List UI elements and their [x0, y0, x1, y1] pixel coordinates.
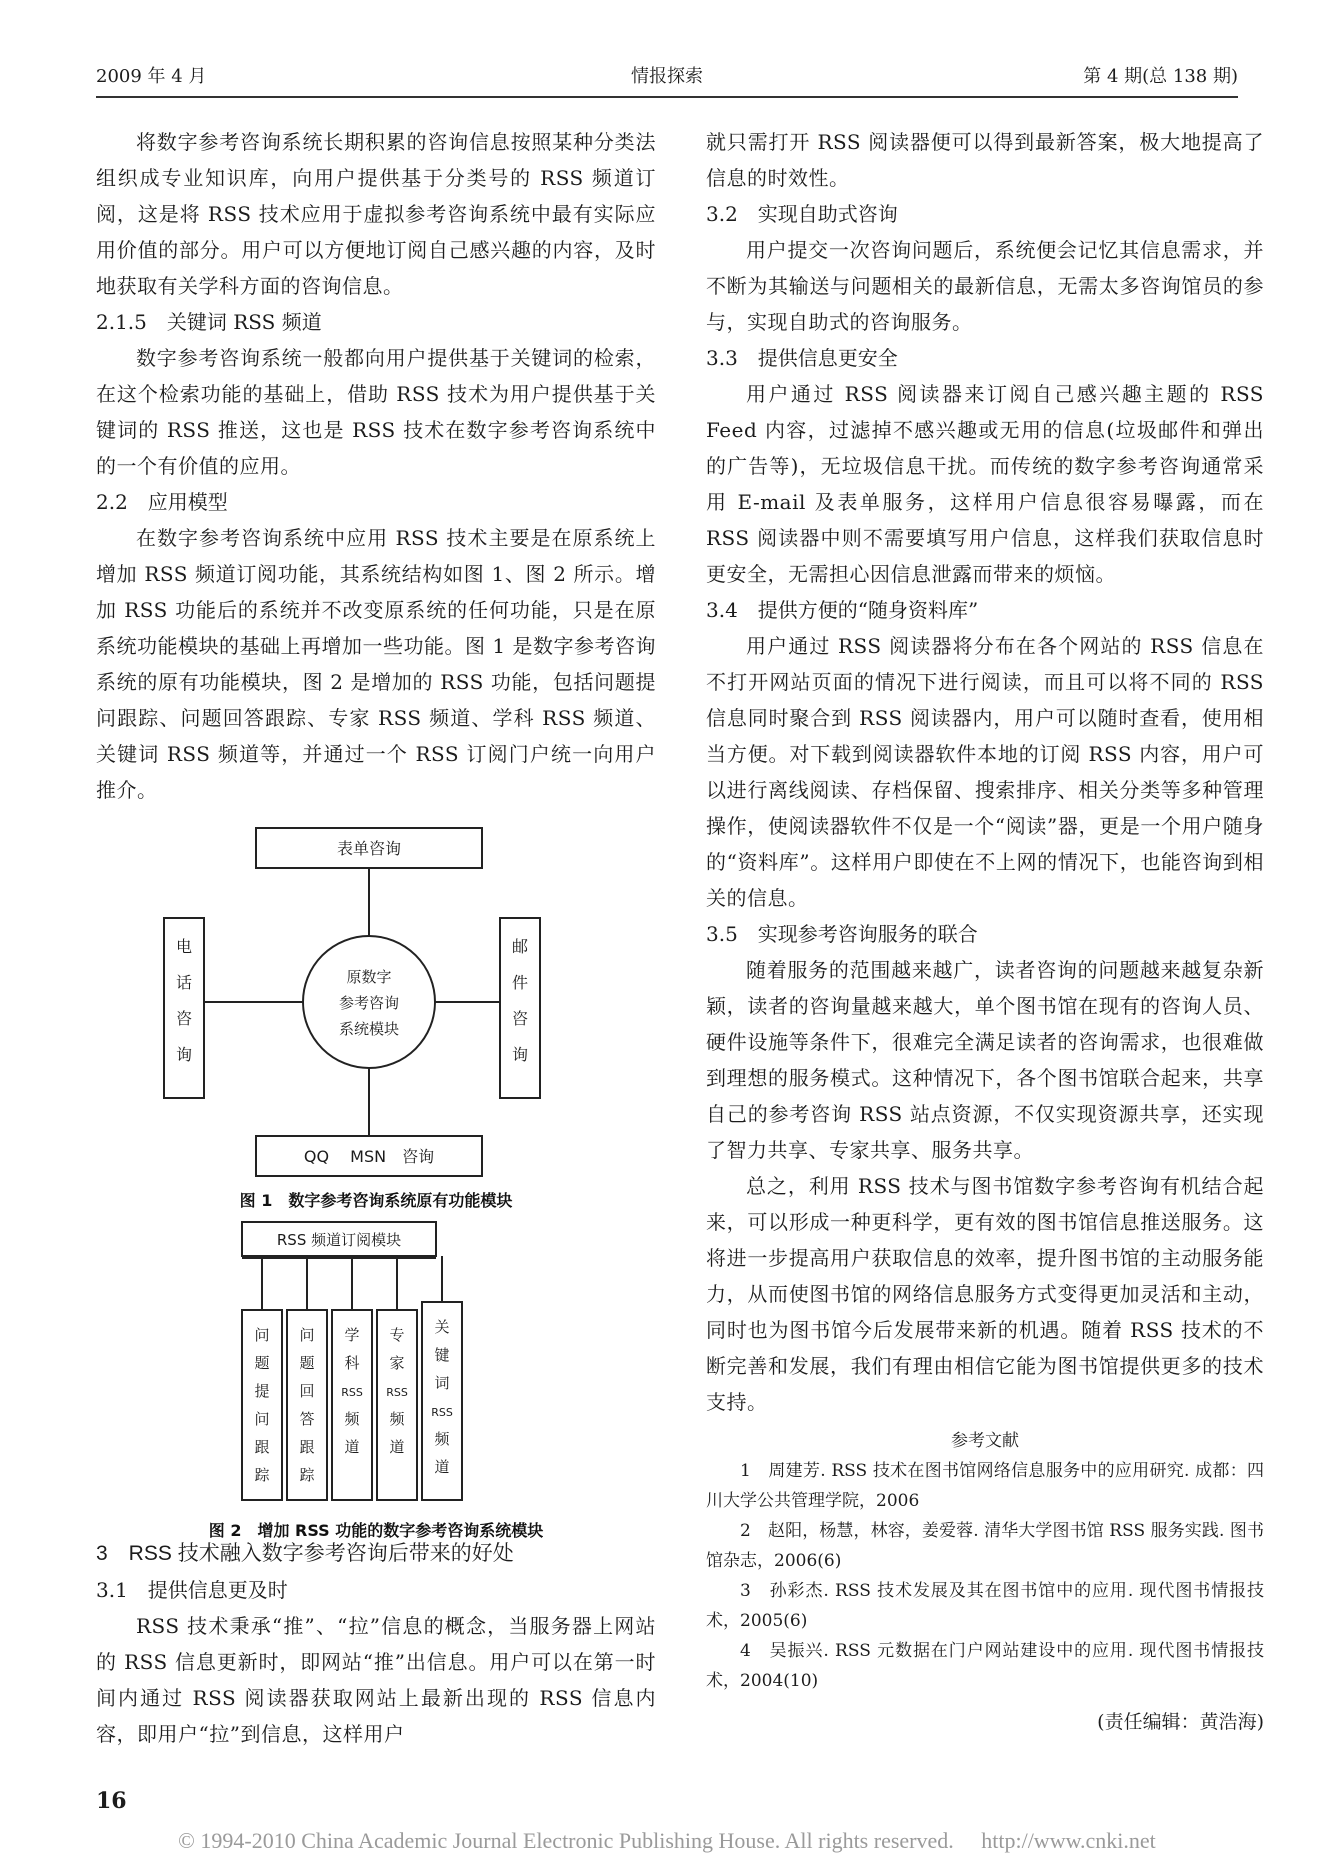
- figure-1-caption: 图 1 数字参考咨询系统原有功能模块: [239, 1191, 513, 1210]
- section-heading: 2.2 应用模型: [96, 490, 228, 514]
- section-heading: 3 RSS 技术融入数字参考咨询后带来的好处: [96, 1542, 514, 1565]
- fig1-right-label: 件: [511, 973, 529, 992]
- fig2-box-label: 家: [389, 1354, 405, 1372]
- fig1-left-label: 询: [175, 1045, 193, 1064]
- fig2-box-label: 专: [389, 1326, 405, 1344]
- fig1-center-label: 系统模块: [338, 1020, 400, 1038]
- fig2-box-label: RSS: [431, 1406, 453, 1419]
- fig2-box-label: 跟: [299, 1438, 315, 1456]
- copyright-footer: © 1994-2010 China Academic Journal Electronic Publishing House. All rights reserved. http://www.cnki.net: [178, 1828, 1156, 1853]
- fig2-box-label: 学: [344, 1326, 360, 1344]
- header-journal: 情报探索: [631, 66, 703, 87]
- section-heading: 3.2 实现自助式咨询: [706, 202, 898, 226]
- fig1-right-label: 询: [511, 1045, 529, 1064]
- left-column: [96, 124, 656, 1752]
- fig2-box-label: 道: [344, 1438, 360, 1456]
- paragraph: 将数字参考咨询系统长期积累的咨询信息按照某种分类法组织成专业知识库，向用户提供基于分类号的 RSS 频道订阅，这是将 RSS 技术应用于虚拟参考咨询系统中最有实际应用价值的部分。用户可以方便地订阅自己感兴趣的内容，及时地获取有关学科方面的咨询信息。: [96, 130, 656, 298]
- paragraph: 随着服务的范围越来越广，读者咨询的问题越来越复杂新颖，读者的咨询量越来越大，单个图书馆在现有的咨询人员、硬件设施等条件下，很难完全满足读者的咨询需求，也很难做到理想的服务模式。这种情况下，各个图书馆联合起来，共享自己的参考咨询 RSS 站点资源，不仅实现资源共享，还实现了智力共享、专家共享、服务共享。: [706, 958, 1264, 1162]
- header-date: 2009 年 4 月: [96, 66, 207, 87]
- page-number: 16: [96, 1788, 127, 1814]
- fig1-left-label: 咨: [175, 1009, 193, 1028]
- paragraph: 用户提交一次咨询问题后，系统便会记忆其信息需求，并不断为其输送与问题相关的最新信息，无需太多咨询馆员的参与，实现自助式的咨询服务。: [706, 238, 1264, 334]
- header-issue: 第 4 期(总 138 期): [1083, 66, 1238, 87]
- section-heading: 3.5 实现参考咨询服务的联合: [706, 922, 978, 946]
- paragraph: RSS 技术秉承“推”、“拉”信息的概念，当服务器上网站的 RSS 信息更新时，即网站“推”出信息。用户可以在第一时间内通过 RSS 阅读器获取网站上最新出现的 RSS 信息内容，即用户“拉”到信息，这样用户: [96, 1614, 656, 1746]
- fig2-box-label: 道: [389, 1438, 405, 1456]
- fig1-right-label: 邮: [511, 937, 529, 956]
- section-heading: 2.1.5 关键词 RSS 频道: [96, 310, 322, 334]
- fig2-box-label: 踪: [254, 1466, 270, 1484]
- fig2-box-label: 键: [434, 1346, 450, 1364]
- reference-item: 3 孙彩杰. RSS 技术发展及其在图书馆中的应用. 现代图书情报技术，2005(6): [706, 1581, 1264, 1631]
- fig1-bottom-label: QQ MSN 咨询: [303, 1147, 435, 1166]
- fig2-box-label: 跟: [254, 1438, 270, 1456]
- fig2-box-label: 踪: [299, 1466, 315, 1484]
- fig2-box-label: 回: [299, 1382, 315, 1400]
- header-rule: [96, 96, 1238, 98]
- fig2-box-label: 关: [434, 1318, 450, 1336]
- references-title: 参考文献: [951, 1431, 1019, 1451]
- fig1-top-label: 表单咨询: [336, 839, 402, 858]
- section-heading: 3.3 提供信息更安全: [706, 346, 898, 370]
- fig2-box-label: 词: [434, 1374, 450, 1392]
- fig2-box-label: RSS: [341, 1386, 363, 1399]
- fig1-left-label: 电: [175, 937, 193, 956]
- figure-2-diagram: [96, 1218, 656, 1508]
- fig1-center-label: 原数字: [346, 968, 392, 986]
- paragraph: 用户通过 RSS 阅读器来订阅自己感兴趣主题的 RSS Feed 内容，过滤掉不感兴趣或无用的信息(垃圾邮件和弹出的广告等)，无垃圾信息干扰。而传统的数字参考咨询通常采用 E-mail 及表单服务，这样用户信息很容易曝露，而在 RSS 阅读器中则不需要填写用户信息，这样我们获取信息时更安全，无需担心因信息泄露而带来的烦恼。: [706, 382, 1264, 586]
- fig2-box-label: 频: [344, 1410, 360, 1428]
- fig2-box-label: 答: [299, 1410, 315, 1428]
- paragraph: 总之，利用 RSS 技术与图书馆数字参考咨询有机结合起来，可以形成一种更科学，更有效的图书馆信息推送服务。这将进一步提高用户获取信息的效率，提升图书馆的主动服务能力，从而使图书馆的网络信息服务方式变得更加灵活和主动，同时也为图书馆今后发展带来新的机遇。随着 RSS 技术的不断完善和发展，我们有理由相信它能为图书馆提供更多的技术支持。: [706, 1174, 1264, 1414]
- paragraph: 数字参考咨询系统一般都向用户提供基于关键词的检索，在这个检索功能的基础上，借助 RSS 技术为用户提供基于关键词的 RSS 推送，这也是 RSS 技术在数字参考咨询系统中的一个有价值的应用。: [96, 346, 656, 478]
- fig2-box-label: 道: [434, 1458, 450, 1476]
- fig2-box-label: 提: [254, 1382, 270, 1400]
- figure-2-caption: 图 2 增加 RSS 功能的数字参考咨询系统模块: [208, 1521, 544, 1540]
- figure-2: [96, 1218, 656, 1540]
- fig2-box-label: 频: [389, 1410, 405, 1428]
- fig2-top-label: RSS 频道订阅模块: [276, 1231, 402, 1249]
- reference-item: 4 吴振兴. RSS 元数据在门户网站建设中的应用. 现代图书情报技术，2004(10): [706, 1641, 1264, 1691]
- fig1-center-label: 参考咨询: [338, 994, 400, 1012]
- fig2-box-label: 科: [344, 1354, 360, 1372]
- figure-1: [96, 818, 656, 1208]
- fig2-box-label: 问: [254, 1326, 270, 1344]
- fig2-box-label: 题: [254, 1354, 270, 1372]
- section-heading: 3.1 提供信息更及时: [96, 1578, 288, 1602]
- section-heading: 3.4 提供方便的“随身资料库”: [706, 598, 979, 622]
- fig1-right-label: 咨: [511, 1009, 529, 1028]
- fig2-box-label: 问: [299, 1326, 315, 1344]
- responsible-editor: (责任编辑：黄浩海): [1097, 1711, 1264, 1733]
- paragraph: 用户通过 RSS 阅读器将分布在各个网站的 RSS 信息在不打开网站页面的情况下进行阅读，而且可以将不同的 RSS 信息同时聚合到 RSS 阅读器内，用户可以随时查看，使用相当方便。对下载到阅读器软件本地的订阅 RSS 内容，用户可以进行离线阅读、存档保留、搜索排序、相关分类等多种管理操作，使阅读器软件不仅是一个“阅读”器，更是一个用户随身的“资料库”。这样用户即使在不上网的情况下，也能咨询到相关的信息。: [706, 634, 1264, 910]
- page-header: [96, 62, 1238, 92]
- fig2-box-label: 题: [299, 1354, 315, 1372]
- right-column: [706, 124, 1264, 1740]
- fig2-box-label: RSS: [386, 1386, 408, 1399]
- reference-item: 2 赵阳，杨慧，林容，姜爱蓉. 清华大学图书馆 RSS 服务实践. 图书馆杂志，2006(6): [706, 1521, 1264, 1571]
- paragraph: 就只需打开 RSS 阅读器便可以得到最新答案，极大地提高了信息的时效性。: [706, 130, 1264, 190]
- figure-1-diagram: [96, 818, 656, 1178]
- fig1-left-label: 话: [175, 973, 193, 992]
- paragraph: 在数字参考咨询系统中应用 RSS 技术主要是在原系统上增加 RSS 频道订阅功能，其系统结构如图 1、图 2 所示。增加 RSS 功能后的系统并不改变原系统的任何功能，只是在原系统功能模块的基础上再增加一些功能。图 1 是数字参考咨询系统的原有功能模块，图 2 是增加的 RSS 功能，包括问题提问跟踪、问题回答跟踪、专家 RSS 频道、学科 RSS 频道、关键词 RSS 频道等，并通过一个 RSS 订阅门户统一向用户推介。: [96, 526, 656, 802]
- fig2-box-label: 频: [434, 1430, 450, 1448]
- fig2-box-label: 问: [254, 1410, 270, 1428]
- reference-item: 1 周建芳. RSS 技术在图书馆网络信息服务中的应用研究. 成都：四川大学公共管理学院，2006: [706, 1461, 1264, 1511]
